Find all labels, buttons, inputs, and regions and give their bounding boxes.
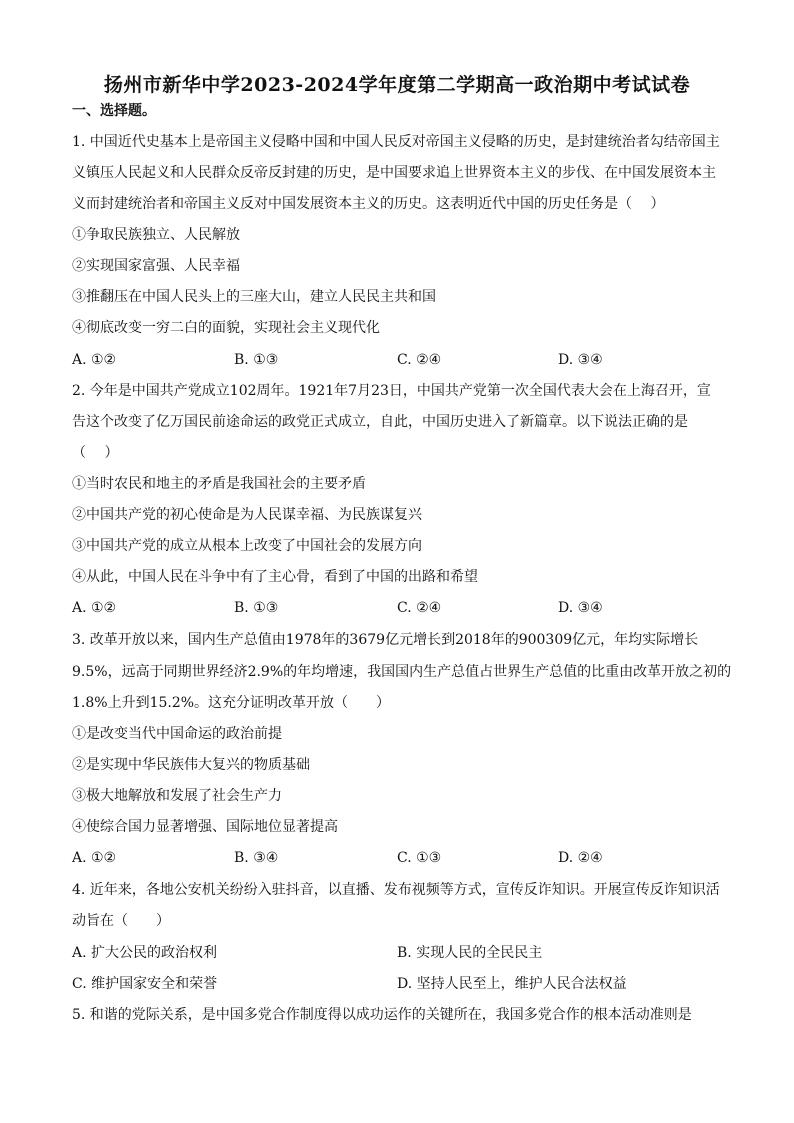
q1-statement: ①争取民族独立、人民解放	[72, 227, 240, 243]
q4-option-a[interactable]: A. 扩大公民的政治权利	[72, 945, 218, 961]
q4-option-c[interactable]: C. 维护国家安全和荣誉	[72, 976, 218, 992]
q4-stem-line: 4. 近年来，各地公安机关纷纷入驻抖音，以直播、发布视频等方式，宣传反诈知识。开展宣传反诈知识活	[72, 882, 720, 898]
q3-options	[72, 848, 732, 868]
q2-statement: ②中国共产党的初心使命是为人民谋幸福、为民族谋复兴	[72, 507, 422, 523]
q3-stem-line: 1.8%上升到15.2%。这充分证明改革开放（ ）	[72, 695, 391, 711]
q2-statement: ④从此，中国人民在斗争中有了主心骨，看到了中国的出路和希望	[72, 569, 478, 585]
q4-options-row1	[72, 943, 732, 963]
q1-stem-line: 义而封建统治者和帝国主义反对中国发展资本主义的历史。这表明近代中国的历史任务是（ ）	[72, 196, 665, 212]
q2-statement: ③中国共产党的成立从根本上改变了中国社会的发展方向	[72, 538, 422, 554]
q1-option-b[interactable]: B. ①③	[234, 352, 279, 368]
q2-option-d[interactable]: D. ③④	[558, 600, 603, 616]
q3-statement: ④使综合国力显著增强、国际地位显著提高	[72, 819, 338, 835]
q3-statement: ①是改变当代中国命运的政治前提	[72, 726, 282, 742]
q3-option-d[interactable]: D. ②④	[558, 850, 603, 866]
q3-stem-line: 3. 改革开放以来，国内生产总值由1978年的3679亿元增长到2018年的900309亿元，年均实际增长	[72, 632, 699, 648]
q2-option-c[interactable]: C. ②④	[397, 600, 442, 616]
q4-options-row2	[72, 974, 732, 994]
q2-stem-line: 告这个改变了亿万国民前途命运的政党正式成立，自此，中国历史进入了新篇章。以下说法正确的是	[72, 414, 688, 430]
q1-option-d[interactable]: D. ③④	[558, 352, 603, 368]
section-heading: 一、选择题。	[72, 103, 156, 119]
q1-stem-line: 义镇压人民起义和人民群众反帝反封建的历史，是中国要求追上世界资本主义的步伐、在中国发展资本主	[72, 165, 716, 181]
q3-statement: ②是实现中华民族伟大复兴的物质基础	[72, 757, 310, 773]
q5-stem-line: 5. 和谐的党际关系，是中国多党合作制度得以成功运作的关键所在，我国多党合作的根本活动准则是	[72, 1007, 692, 1023]
q1-options	[72, 350, 732, 370]
q2-option-a[interactable]: A. ①②	[72, 600, 117, 616]
q1-statement: ④彻底改变一穷二白的面貌，实现社会主义现代化	[72, 320, 380, 336]
q1-statement: ②实现国家富强、人民幸福	[72, 258, 240, 274]
exam-title: 扬州市新华中学2023-2024学年度第二学期高一政治期中考试试卷	[103, 74, 691, 96]
q1-statement: ③推翻压在中国人民头上的三座大山，建立人民民主共和国	[72, 289, 436, 305]
q3-option-b[interactable]: B. ③④	[234, 850, 279, 866]
q2-statement: ①当时农民和地主的矛盾是我国社会的主要矛盾	[72, 476, 366, 492]
q2-options	[72, 598, 732, 618]
q3-stem-line: 9.5%，远高于同期世界经济2.9%的年均增速，我国国内生产总值占世界生产总值的比重由改革开放之初的	[72, 664, 732, 680]
q4-stem-line: 动旨在（ ）	[72, 913, 170, 929]
q4-option-b[interactable]: B. 实现人民的全民民主	[397, 945, 543, 961]
q2-stem-line: （ ）	[72, 445, 119, 461]
q3-option-a[interactable]: A. ①②	[72, 850, 117, 866]
q2-stem-line: 2. 今年是中国共产党成立102周年。1921年7月23日，中国共产党第一次全国代表大会在上海召开，宣	[72, 383, 711, 399]
q2-option-b[interactable]: B. ①③	[234, 600, 279, 616]
q1-option-c[interactable]: C. ②④	[397, 352, 442, 368]
q1-option-a[interactable]: A. ①②	[72, 352, 117, 368]
q4-option-d[interactable]: D. 坚持人民至上，维护人民合法权益	[397, 976, 627, 992]
q1-stem-line: 1. 中国近代史基本上是帝国主义侵略中国和中国人民反对帝国主义侵略的历史，是封建统治者勾结帝国主	[72, 134, 720, 150]
q3-option-c[interactable]: C. ①③	[397, 850, 442, 866]
q3-statement: ③极大地解放和发展了社会生产力	[72, 788, 282, 804]
